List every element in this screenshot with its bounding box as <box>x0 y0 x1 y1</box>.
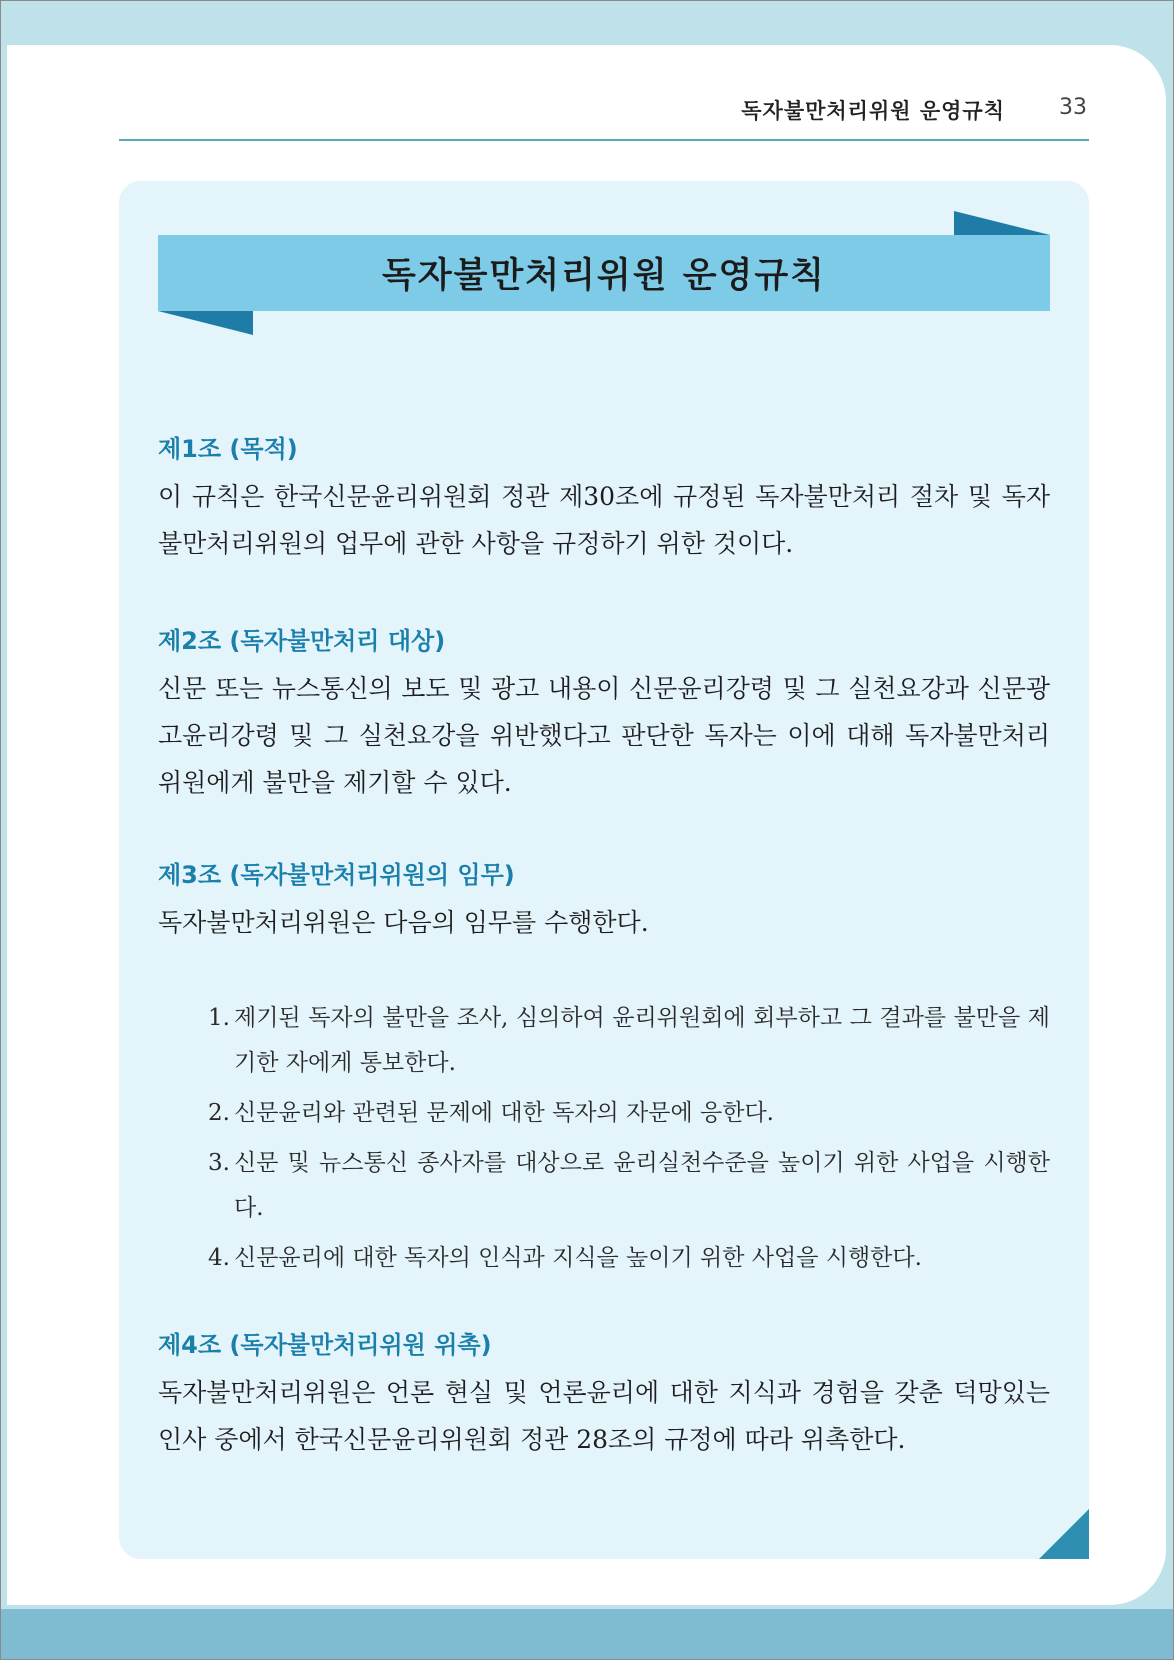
document-title: 독자불만처리위원 운영규칙 <box>382 256 826 296</box>
article-3 <box>158 855 1050 1286</box>
article-heading: 제1조 (목적) <box>158 435 298 463</box>
article-body: 신문 또는 뉴스통신의 보도 및 광고 내용이 신문윤리강령 및 그 실천요강과 신문광고윤리강령 및 그 실천요강을 위반했다고 판단한 독자는 이에 대해 독자불만처리위원에게 불만을 제기할 수 있다. <box>158 674 1050 797</box>
article-4 <box>158 1325 1050 1463</box>
article-heading: 제3조 (독자불만처리위원의 임무) <box>158 861 515 889</box>
list-item-text: 신문 및 뉴스통신 종사자를 대상으로 윤리실천수준을 높이기 위한 사업을 시행한다. <box>234 1150 1050 1221</box>
article-heading: 제2조 (독자불만처리 대상) <box>158 627 446 655</box>
list-item-text: 신문윤리에 대한 독자의 인식과 지식을 높이기 위한 사업을 시행한다. <box>234 1245 922 1271</box>
article-body: 독자불만처리위원은 다음의 임무를 수행한다. <box>158 908 649 937</box>
list-item <box>208 996 1050 1086</box>
page-number: 33 <box>1059 95 1087 120</box>
header-title: 독자불만처리위원 운영규칙 <box>741 99 1005 123</box>
list-item-number: 2. <box>208 1100 230 1126</box>
list-item <box>208 1236 1050 1281</box>
article-body: 독자불만처리위원은 언론 현실 및 언론윤리에 대한 지식과 경험을 갖춘 덕망있는 인사 중에서 한국신문윤리위원회 정관 28조의 규정에 따라 위촉한다. <box>158 1378 1050 1454</box>
running-header <box>119 93 1089 141</box>
list-item-text: 제기된 독자의 불만을 조사, 심의하여 윤리위원회에 회부하고 그 결과를 불만을 제기한 자에게 통보한다. <box>234 1005 1050 1076</box>
duty-list <box>158 996 1050 1281</box>
article-2 <box>158 621 1050 806</box>
article-1 <box>158 429 1050 567</box>
article-heading: 제4조 (독자불만처리위원 위촉) <box>158 1331 492 1359</box>
list-item <box>208 1141 1050 1231</box>
list-item <box>208 1091 1050 1136</box>
list-item-number: 4. <box>208 1245 230 1271</box>
title-ribbon <box>158 235 1050 311</box>
list-item-number: 1. <box>208 1005 230 1031</box>
article-body: 이 규칙은 한국신문윤리위원회 정관 제30조에 규정된 독자불만처리 절차 및 독자 불만처리위원의 업무에 관한 사항을 규정하기 위한 것이다. <box>158 482 1050 558</box>
list-item-text: 신문윤리와 관련된 문제에 대한 독자의 자문에 응한다. <box>234 1100 774 1126</box>
list-item-number: 3. <box>208 1150 230 1176</box>
bottom-band <box>1 1609 1173 1659</box>
corner-fold-decoration <box>1039 1509 1089 1559</box>
